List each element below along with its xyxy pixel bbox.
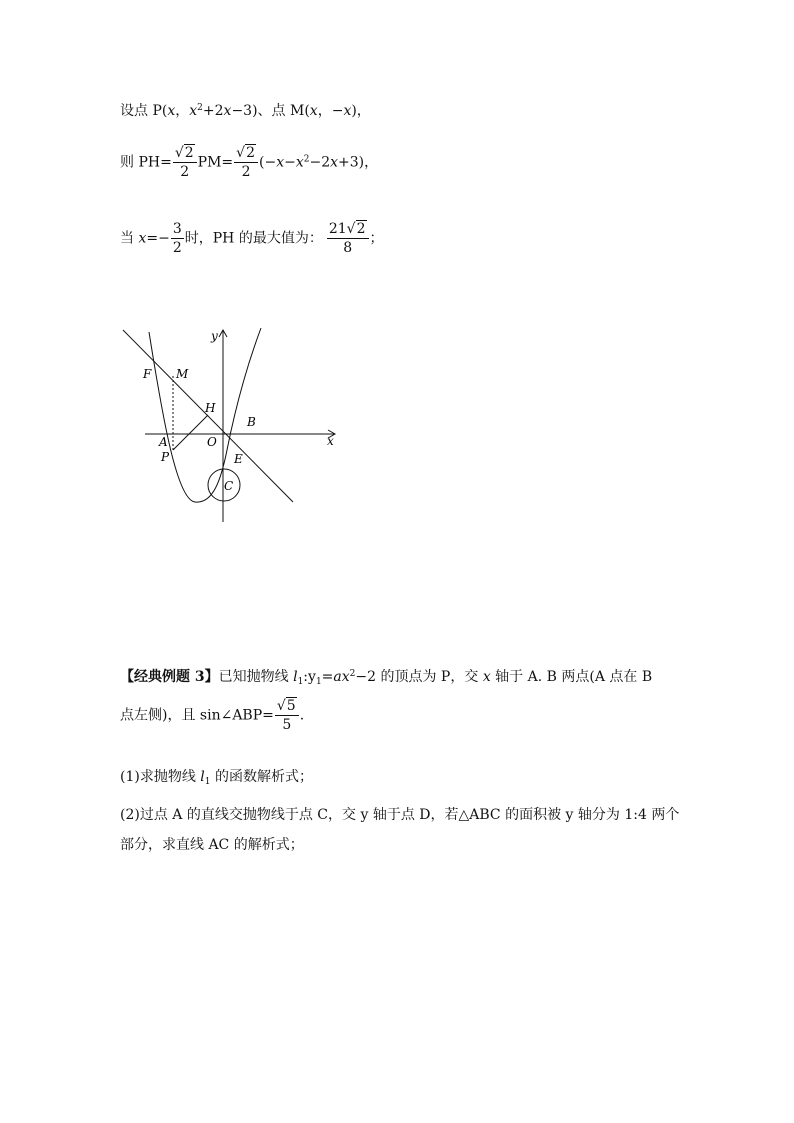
- fraction-sqrt2-over-2: [234, 144, 258, 181]
- problem-line-1: [120, 666, 652, 687]
- var-x: x: [482, 669, 491, 685]
- exponent: 2: [303, 154, 310, 165]
- var-x: x: [138, 230, 147, 247]
- label-m: M: [176, 367, 189, 381]
- subscript: 1: [315, 677, 322, 687]
- problem-line-2: [120, 697, 304, 734]
- text: −2: [309, 154, 331, 171]
- text: =: [321, 669, 334, 685]
- text: −: [284, 154, 296, 171]
- fraction-3-over-2: [171, 220, 184, 257]
- solution-line-1: [120, 100, 371, 120]
- text: ，−: [317, 103, 344, 119]
- line-y-neg-x: [123, 330, 293, 502]
- var-ax: ax: [333, 669, 350, 685]
- var-x: x: [223, 103, 232, 119]
- exponent: 2: [349, 669, 356, 679]
- var-x: x: [276, 154, 285, 171]
- parabola-figure: [115, 320, 355, 530]
- numerator: 3: [172, 221, 182, 237]
- label-o: O: [207, 435, 217, 449]
- text: 已知抛物线: [218, 669, 294, 685]
- sqrt: √2: [236, 145, 255, 161]
- text: (1)求抛物线: [120, 769, 201, 785]
- text: 点左侧)，且 sin∠ABP=: [120, 707, 274, 724]
- denominator: 8: [343, 240, 353, 256]
- var-x: x: [309, 103, 318, 119]
- label-x: x: [327, 434, 334, 448]
- text: ，: [175, 103, 190, 119]
- denominator: 5: [282, 717, 292, 733]
- label-p: P: [161, 450, 170, 464]
- question-2: [120, 800, 680, 860]
- fraction-max-value: [327, 220, 369, 257]
- text: 时，PH 的最大值为：: [184, 230, 323, 247]
- label-e: E: [234, 452, 243, 466]
- solution-line-3: [120, 220, 384, 257]
- sqrt: √2: [174, 145, 194, 161]
- text: −2 的顶点为 P，交: [355, 669, 483, 685]
- var-x: x: [330, 154, 339, 171]
- label-h: H: [205, 401, 216, 415]
- var-x: x: [295, 154, 304, 171]
- label-b: B: [247, 415, 256, 429]
- coefficient: 21: [328, 221, 347, 237]
- text: +2: [202, 103, 224, 119]
- text: 则 PH=: [120, 154, 172, 171]
- var-x: x: [167, 103, 176, 119]
- text: 当: [120, 230, 139, 247]
- solution-line-2: [120, 144, 378, 181]
- text: −3)、点 M(: [231, 103, 310, 119]
- var-l: l: [293, 669, 298, 685]
- segment-ph: [173, 415, 208, 450]
- question-1: [120, 766, 313, 787]
- radicand: 2: [356, 221, 366, 237]
- fraction-sqrt2-over-2: [173, 144, 197, 181]
- var-x: x: [189, 103, 198, 119]
- label-c: C: [224, 479, 234, 493]
- label-a: A: [159, 435, 168, 449]
- problem-title: 【经典例题 3】: [120, 669, 219, 685]
- subscript: 1: [204, 777, 211, 787]
- text: (−: [259, 154, 277, 171]
- text: 轴于 A. B 两点(A 点在 B: [490, 669, 653, 685]
- text: :y: [303, 669, 316, 685]
- label-y: y: [211, 329, 218, 343]
- denominator: 2: [241, 164, 251, 180]
- sqrt: √2: [346, 221, 366, 237]
- text: 设点 P(: [120, 103, 168, 119]
- text: +3)，: [338, 154, 379, 171]
- denominator: 2: [172, 240, 182, 256]
- fraction-sqrt5-over-5: [275, 697, 299, 734]
- text: 的函数解析式；: [210, 769, 313, 785]
- text: (2)过点 A 的直线交抛物线于点 C，交 y 轴于点 D，若△ABC 的面积被 y 轴分为 1:4 两个部分，求直线 AC 的解析式；: [120, 807, 680, 853]
- var-x: x: [343, 103, 352, 119]
- denominator: 2: [180, 164, 190, 180]
- subscript: 1: [297, 677, 304, 687]
- text: .: [299, 707, 305, 724]
- radicand: 5: [286, 698, 296, 714]
- sqrt: √5: [276, 698, 296, 714]
- radicand: 2: [184, 145, 194, 161]
- label-f: F: [143, 367, 152, 381]
- radicand: 2: [246, 145, 255, 161]
- text: )，: [351, 103, 371, 119]
- parabola-curve: [149, 328, 261, 502]
- text: =−: [146, 230, 170, 247]
- text: PM=: [197, 154, 234, 171]
- exponent: 2: [197, 103, 203, 113]
- text: ；: [369, 230, 384, 247]
- var-l: l: [200, 769, 205, 785]
